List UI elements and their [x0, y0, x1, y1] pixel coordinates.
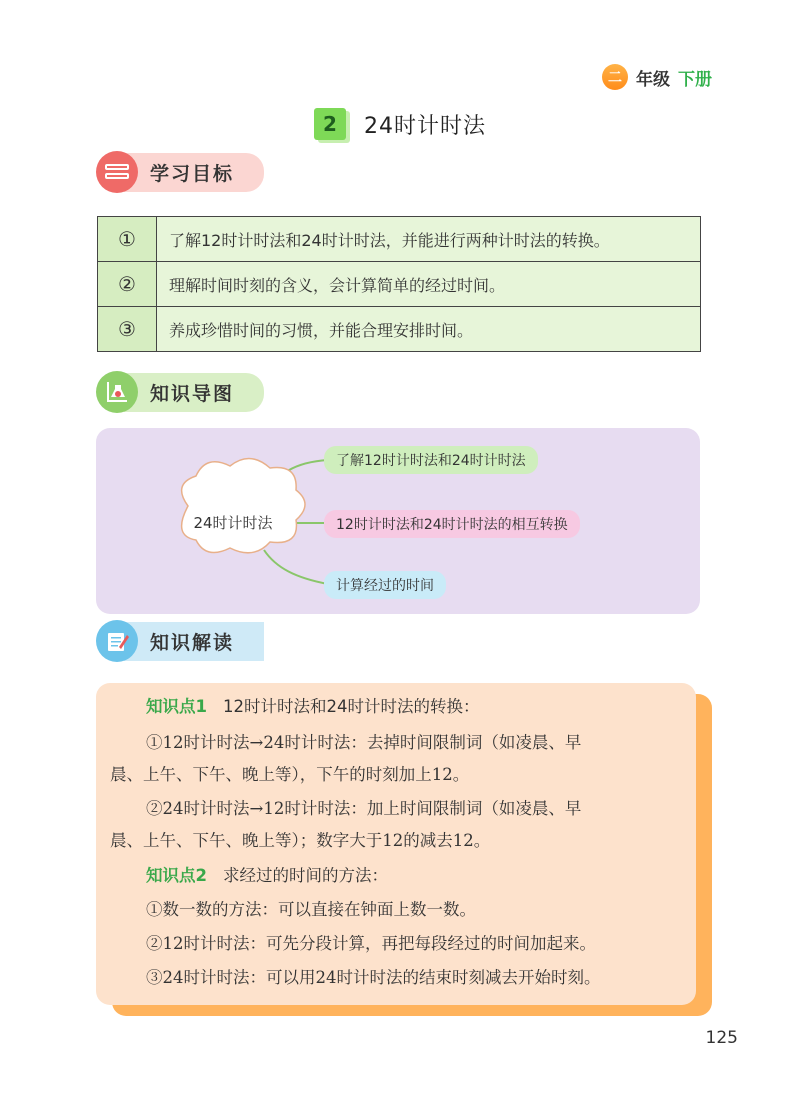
grade-number: 二	[602, 64, 628, 90]
lesson-name: 24时计时法	[364, 113, 486, 139]
grade-label: 年级	[636, 69, 670, 90]
mind-map-branch: 计算经过的时间	[324, 571, 446, 599]
volume-label: 下册	[678, 69, 712, 90]
section-reading-header	[96, 620, 264, 662]
goals-table	[97, 216, 701, 352]
kp2-line: ③24时计时法：可以用24时计时法的结束时刻减去开始时刻。	[146, 968, 601, 987]
goal-text: 理解时间时刻的含义，会计算简单的经过时间。	[157, 262, 701, 307]
grade-badge	[602, 64, 712, 90]
section-goals-label: 学习目标	[124, 153, 264, 192]
kp2-line: ②12时计时法：可先分段计算，再把每段经过的时间加起来。	[146, 934, 596, 953]
goal-number: ①	[98, 217, 157, 262]
section-goals-header	[96, 151, 264, 193]
table-row	[98, 262, 701, 307]
kp2-label: 知识点2	[146, 866, 207, 885]
kp1-line: ①12时计时法→24时计时法：去掉时间限制词（如凌晨、早	[146, 733, 582, 752]
notepad-icon	[96, 620, 138, 662]
section-map-header	[96, 371, 264, 413]
goal-number: ②	[98, 262, 157, 307]
mind-map-branch: 12时计时法和24时计时法的相互转换	[324, 510, 580, 538]
page-number: 125	[705, 1028, 738, 1048]
mind-map-center: 24时计时法	[193, 513, 273, 532]
kp1-label: 知识点1	[146, 697, 207, 716]
kp2-title: 求经过的时间的方法：	[222, 866, 388, 885]
section-reading-label: 知识解读	[124, 622, 264, 661]
kp1-heading	[110, 695, 682, 719]
section-map-label: 知识导图	[124, 373, 264, 412]
goal-text: 养成珍惜时间的习惯，并能合理安排时间。	[157, 307, 701, 352]
goal-text: 了解12时计时法和24时计时法，并能进行两种计时法的转换。	[157, 217, 701, 262]
books-icon	[96, 151, 138, 193]
table-row	[98, 307, 701, 352]
mind-map-branch: 了解12时计时法和24时计时法	[324, 446, 538, 474]
lesson-number: 2	[314, 108, 346, 140]
goal-number: ③	[98, 307, 157, 352]
lesson-title	[0, 108, 800, 140]
kp1-title: 12时计时法和24时计时法的转换：	[222, 697, 480, 716]
kp2-heading	[110, 864, 682, 888]
kp1-line: ②24时计时法→12时计时法：加上时间限制词（如凌晨、早	[146, 799, 582, 818]
table-row	[98, 217, 701, 262]
mind-map	[96, 428, 700, 614]
kp2-line: ①数一数的方法：可以直接在钟面上数一数。	[146, 900, 476, 919]
kp1-line: 晨、上午、下午、晚上等）；数字大于12的减去12。	[110, 831, 491, 850]
flask-icon	[96, 371, 138, 413]
knowledge-box	[96, 683, 696, 1005]
kp1-line: 晨、上午、下午、晚上等），下午的时刻加上12。	[110, 765, 470, 784]
